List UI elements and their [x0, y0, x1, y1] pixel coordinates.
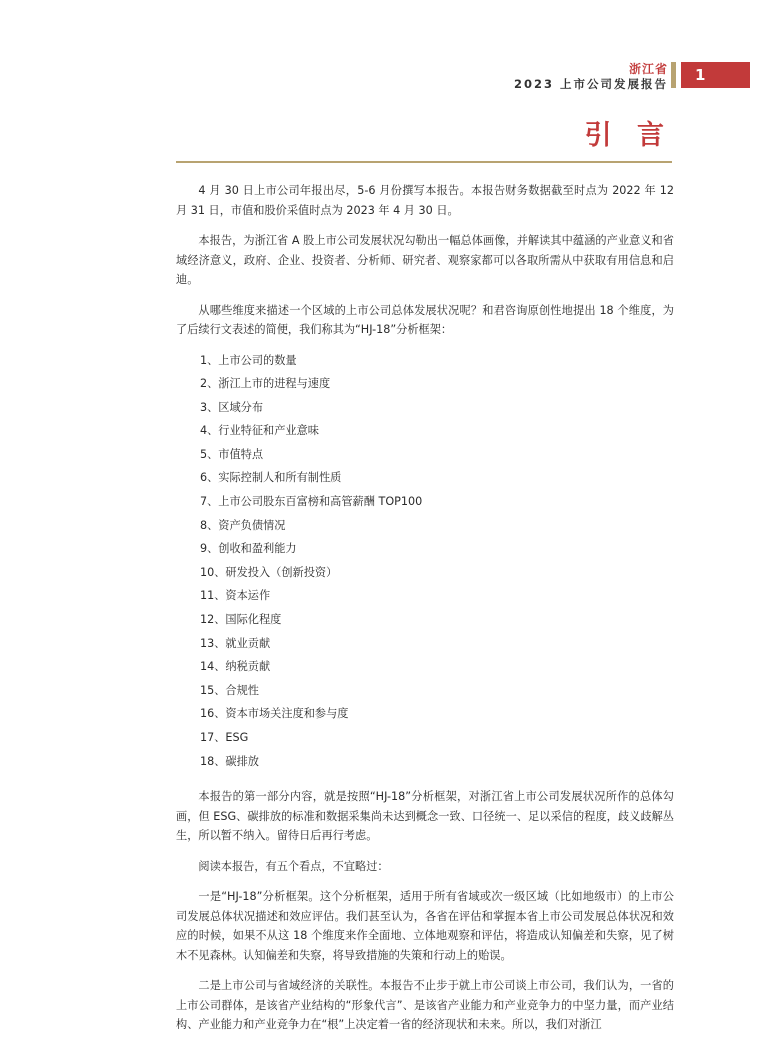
- list-item: 7、上市公司股东百富榜和高管薪酬 TOP100: [200, 495, 423, 509]
- list-item: 3、区域分布: [200, 400, 264, 414]
- list-item: 12、国际化程度: [200, 613, 282, 627]
- paragraph: 本报告，为浙江省 A 股上市公司发展状况勾勒出一幅总体画像，并解读其中蕴涵的产业意义和省域经济意义，政府、企业、投资者、分析师、研究者、观察家都可以各取所需从中获取有用信息和启迪。: [176, 234, 674, 286]
- list-item: 16、资本市场关注度和参与度: [200, 707, 349, 721]
- paragraph: 一是“HJ-18”分析框架。这个分析框架，适用于所有省域或次一级区域（比如地级市）的上市公司发展总体状况描述和效应评估。我们甚至认为，各省在评估和掌握本省上市公司发展总体状况和效应的时候，如果不从这 18 个维度来作全面地、立体地观察和评估，将造成认知偏差和失察，见了树木不见森林。认知偏差和失察，将导致措施的失策和行动上的贻误。: [176, 890, 674, 962]
- section-title: 引 言: [584, 120, 672, 151]
- list-item: 6、实际控制人和所有制性质: [200, 471, 342, 485]
- header-report-title: 2023 上市公司发展报告: [513, 77, 668, 91]
- paragraph: 二是上市公司与省域经济的关联性。本报告不止步于就上市公司谈上市公司，我们认为，一省的上市公司群体，是该省产业结构的“形象代言”、是该省产业能力和产业竞争力的中坚力量，而产业结构、产业能力和产业竞争力在“根”上决定着一省的经济现状和未来。所以，我们对浙江: [176, 979, 674, 1032]
- header-divider: [671, 62, 676, 88]
- list-item: 17、ESG: [200, 731, 249, 744]
- list-item: 11、资本运作: [200, 589, 271, 603]
- title-rule: [176, 161, 672, 163]
- paragraph: 阅读本报告，有五个看点，不宜略过：: [198, 859, 389, 873]
- dimension-list: [176, 351, 674, 776]
- list-item: 10、研发投入（创新投资）: [200, 565, 338, 579]
- list-item: 4、行业特征和产业意味: [200, 424, 319, 438]
- list-item: 15、合规性: [200, 683, 259, 697]
- list-item: 8、资产负债情况: [200, 518, 286, 532]
- page-number-tab: 1: [681, 62, 750, 88]
- paragraph: 4 月 30 日上市公司年报出尽，5-6 月份撰写本报告。本报告财务数据截至时点为 2022 年 12 月 31 日，市值和股价采值时点为 2023 年 4 月 30 日。: [176, 184, 674, 217]
- paragraph: 从哪些维度来描述一个区域的上市公司总体发展状况呢？和君咨询原创性地提出 18 个维度，为了后续行文表述的简便，我们称其为“HJ-18”分析框架：: [176, 303, 674, 336]
- list-item: 9、创收和盈利能力: [200, 542, 297, 556]
- paragraph: 本报告的第一部分内容，就是按照“HJ-18”分析框架，对浙江省上市公司发展状况所作的总体勾画，但 ESG、碳排放的标准和数据采集尚未达到概念一致、口径统一、足以采信的程度，歧义歧解丛生，所以暂不纳入。留待日后再行考虑。: [176, 790, 674, 843]
- header-province: 浙江省: [628, 62, 668, 76]
- list-item: 14、纳税贡献: [200, 660, 271, 674]
- list-item: 18、碳排放: [200, 754, 259, 768]
- list-item: 5、市值特点: [200, 447, 264, 461]
- document-body: [176, 181, 674, 1046]
- list-item: 13、就业贡献: [200, 636, 271, 650]
- list-item: 2、浙江上市的进程与速度: [200, 377, 331, 391]
- list-item: 1、上市公司的数量: [200, 353, 297, 367]
